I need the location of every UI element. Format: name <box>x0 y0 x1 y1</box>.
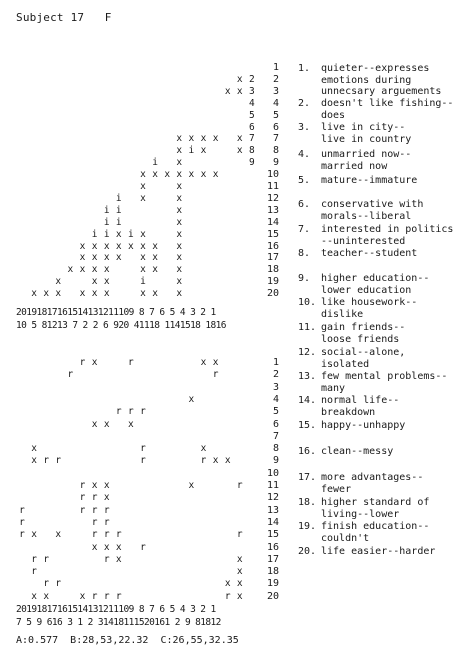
bottom_matrix-cell: r <box>79 357 86 368</box>
top_matrix-row-number: 6 <box>272 121 279 133</box>
top_matrix-cell: x <box>103 288 110 300</box>
bottom_matrix-cell: x <box>200 357 207 368</box>
top_matrix-cell: x <box>200 169 207 181</box>
top_matrix-cell: i <box>140 276 146 288</box>
legend-text: unmarried now-- married now <box>321 149 412 172</box>
top_matrix-cell: x <box>79 240 86 252</box>
bottom_matrix-cell: x <box>31 529 37 541</box>
bottom_matrix-cell: r <box>115 406 122 418</box>
bottom_matrix-cell: r <box>103 504 110 516</box>
top_matrix-row-number: 18 <box>266 264 279 276</box>
bottom_matrix-cell: x <box>31 455 37 467</box>
top_matrix-row-number: 3 <box>272 85 279 97</box>
top_matrix-cell: x <box>43 288 50 300</box>
bottom_matrix-row-number: 18 <box>266 566 279 578</box>
top_matrix-cell: x <box>164 169 171 181</box>
bottom_matrix-cell: r <box>19 516 25 528</box>
bottom_matrix-cell: r <box>43 578 50 590</box>
top_matrix-row-number: 8 <box>272 145 279 157</box>
bottom_matrix-cell: x <box>91 357 98 368</box>
bottom_matrix-cell: r <box>140 406 146 418</box>
top_matrix-row-number: 11 <box>266 181 279 192</box>
top_matrix-cell: x <box>224 85 231 97</box>
top_matrix-cell: x <box>115 240 122 252</box>
top_matrix-cell: x <box>176 252 183 264</box>
bottom_matrix-row-number: 10 <box>266 467 279 479</box>
top_matrix-cell: i <box>103 204 110 216</box>
bottom_matrix-cell: r <box>236 480 243 491</box>
bottom_matrix-cell: r <box>19 529 25 541</box>
legend-number: 17. <box>298 472 317 483</box>
bottom_matrix-cell: r <box>91 492 98 504</box>
top_matrix-cell: x <box>103 240 110 252</box>
top_matrix-cell: x <box>91 240 98 252</box>
top_matrix-cell: i <box>103 228 110 240</box>
top_matrix-row-number: 1 <box>272 62 279 73</box>
top_matrix-cell: x <box>91 264 98 276</box>
top_matrix-cell: 5 <box>249 109 255 121</box>
bottom_matrix-cell: r <box>115 529 122 541</box>
legend-number: 12. <box>298 347 317 358</box>
legend-text: higher standard of living--lower <box>321 497 430 520</box>
top_matrix-cell: x <box>176 240 183 252</box>
summary-statistics: A:0.577 B:28,53,22.32 C:26,55,32.35 <box>16 635 239 646</box>
bottom_matrix-row-number: 2 <box>272 369 279 381</box>
legend-number: 2. <box>298 98 311 109</box>
bottom_matrix-cell: x <box>91 480 98 491</box>
legend-text: gain friends-- loose friends <box>321 322 406 345</box>
bottom_matrix-cell: r <box>212 369 219 381</box>
top_matrix-row-number: 13 <box>266 204 279 216</box>
bottom_matrix-cell: r <box>115 590 122 602</box>
bottom_matrix-row-number: 7 <box>272 430 279 442</box>
top_matrix-cell: x <box>188 133 195 145</box>
legend-text: doesn't like fishing-- does <box>321 98 454 121</box>
top_matrix-row-number: 4 <box>272 97 279 109</box>
top_matrix-cell: 6 <box>249 121 255 133</box>
top_matrix-cell: x <box>140 228 146 240</box>
legend-text: clean--messy <box>321 446 394 457</box>
top_matrix-row-number: 5 <box>272 109 279 121</box>
bottom_matrix-cell: x <box>43 590 50 602</box>
bottom_matrix-cell: r <box>19 504 25 516</box>
bottom_matrix-cell: x <box>91 541 98 553</box>
top_matrix-cell: i <box>188 145 195 157</box>
top_matrix-cell: x <box>176 133 183 145</box>
top_matrix-cell: x <box>152 252 158 264</box>
top_matrix-cell: i <box>115 216 122 228</box>
legend-number: 6. <box>298 199 311 210</box>
top_matrix-cell: x <box>103 276 110 288</box>
top_matrix-cell: x <box>176 169 183 181</box>
top-column-header: 20191817161514131211109 8 7 6 5 4 3 2 1 <box>16 307 216 318</box>
bottom-column-order: 7 5 9 616 3 1 2 31418111520161 2 9 81812 <box>16 617 221 628</box>
legend-number: 15. <box>298 420 317 431</box>
legend-text: happy--unhappy <box>321 420 406 431</box>
bottom-column-header: 20191817161514131211109 8 7 6 5 4 3 2 1 <box>16 604 216 615</box>
legend-text: interested in politics --uninterested <box>321 224 454 247</box>
bottom_matrix-cell: x <box>236 578 243 590</box>
top_matrix-cell: x <box>176 181 183 192</box>
bottom_matrix-cell: r <box>103 553 110 565</box>
top_matrix-cell: x <box>176 145 183 157</box>
bottom_matrix-cell: r <box>91 516 98 528</box>
top_matrix-cell: x <box>103 252 110 264</box>
top_matrix-cell: x <box>115 252 122 264</box>
top_matrix-cell: x <box>79 252 86 264</box>
bottom_matrix-cell: x <box>224 578 231 590</box>
top_matrix-cell: 3 <box>249 85 255 97</box>
bottom_matrix-cell: x <box>224 455 231 467</box>
legend-text: social--alone, isolated <box>321 347 406 370</box>
top_matrix-row-number: 17 <box>266 252 279 264</box>
top_matrix-cell: x <box>55 288 62 300</box>
top_matrix-cell: x <box>152 240 158 252</box>
bottom_matrix-cell: r <box>103 529 110 541</box>
bottom_matrix-cell: x <box>200 443 207 455</box>
bottom_matrix-row-number: 19 <box>266 578 279 590</box>
top_matrix-row-number: 14 <box>266 216 279 228</box>
bottom_matrix-cell: r <box>43 455 50 467</box>
legend-number: 7. <box>298 224 311 235</box>
legend-text: few mental problems-- many <box>321 371 448 394</box>
bottom_matrix-cell: x <box>91 418 98 430</box>
top_matrix-cell: i <box>115 204 122 216</box>
bottom_matrix-cell: r <box>128 406 134 418</box>
top_matrix-cell: i <box>115 192 122 204</box>
bottom_matrix-cell: x <box>188 480 195 491</box>
top_matrix-cell: x <box>140 288 146 300</box>
bottom_matrix-cell: x <box>115 541 122 553</box>
legend-number: 3. <box>298 122 311 133</box>
top_matrix-cell: x <box>103 264 110 276</box>
legend-number: 20. <box>298 546 317 557</box>
top_matrix-cell: x <box>188 169 195 181</box>
bottom_matrix-cell: r <box>55 455 62 467</box>
top_matrix-cell: x <box>212 169 219 181</box>
top_matrix-cell: x <box>31 288 37 300</box>
bottom_matrix-row-number: 8 <box>272 443 279 455</box>
legend-number: 10. <box>298 297 317 308</box>
bottom_matrix-cell: r <box>79 504 86 516</box>
bottom_matrix-cell: r <box>67 369 74 381</box>
legend-text: live in city-- live in country <box>321 122 412 145</box>
top_matrix-cell: x <box>176 264 183 276</box>
bottom_matrix-row-number: 13 <box>266 504 279 516</box>
bottom_matrix-cell: r <box>224 590 231 602</box>
top_matrix-cell: x <box>91 288 98 300</box>
top_matrix-row-number: 10 <box>266 169 279 181</box>
top_matrix-cell: x <box>79 264 86 276</box>
bottom_matrix-row-number: 5 <box>272 406 279 418</box>
bottom_matrix-cell: x <box>128 418 134 430</box>
top_matrix-cell: x <box>140 252 146 264</box>
legend-text: quieter--expresses emotions during unnecsary arguements <box>321 63 442 97</box>
top_matrix-cell: x <box>140 240 146 252</box>
legend-text: mature--immature <box>321 175 418 186</box>
bottom_matrix-row-number: 17 <box>266 553 279 565</box>
legend-number: 1. <box>298 63 311 74</box>
bottom_matrix-cell: r <box>91 529 98 541</box>
top_matrix-cell: x <box>176 192 183 204</box>
top_matrix-cell: x <box>140 169 146 181</box>
top_matrix-cell: x <box>212 133 219 145</box>
top_matrix-cell: x <box>152 264 158 276</box>
top_matrix-cell: x <box>176 276 183 288</box>
bottom_matrix-cell: r <box>140 455 146 467</box>
bottom_matrix-cell: r <box>128 357 134 368</box>
bottom_matrix-cell: x <box>103 418 110 430</box>
top_matrix-cell: x <box>176 204 183 216</box>
legend-text: normal life-- breakdown <box>321 395 400 418</box>
bottom_matrix-cell: r <box>140 443 146 455</box>
legend-number: 9. <box>298 273 311 284</box>
top_matrix-cell: i <box>152 157 158 169</box>
top_matrix-cell: 2 <box>249 73 255 85</box>
bottom_matrix-cell: x <box>55 529 62 541</box>
bottom_matrix-cell: x <box>103 492 110 504</box>
top_matrix-cell: 7 <box>249 133 255 145</box>
bottom_matrix-row-number: 4 <box>272 393 279 405</box>
legend-number: 13. <box>298 371 317 382</box>
top_matrix-cell: x <box>115 228 122 240</box>
legend-number: 19. <box>298 521 317 532</box>
legend-number: 8. <box>298 248 311 259</box>
legend-number: 5. <box>298 175 311 186</box>
bottom_matrix-cell: x <box>31 590 37 602</box>
top_matrix-cell: i <box>91 228 98 240</box>
top_matrix-cell: 9 <box>249 157 255 169</box>
top_matrix-cell: x <box>176 228 183 240</box>
legend-text: like housework-- dislike <box>321 297 418 320</box>
bottom_matrix-row-number: 16 <box>266 541 279 553</box>
top_matrix-row-number: 19 <box>266 276 279 288</box>
bottom_matrix-row-number: 9 <box>272 455 279 467</box>
legend-number: 14. <box>298 395 317 406</box>
legend-text: higher education-- lower education <box>321 273 430 296</box>
top_matrix-cell: x <box>128 240 134 252</box>
bottom_matrix-cell: r <box>31 553 37 565</box>
bottom_matrix-cell: x <box>236 566 243 578</box>
bottom_matrix-cell: r <box>236 529 243 541</box>
bottom_matrix-cell: x <box>188 393 195 405</box>
bottom_matrix-cell: r <box>79 480 86 491</box>
bottom_matrix-row-number: 15 <box>266 529 279 541</box>
bottom_matrix-cell: x <box>115 553 122 565</box>
top_matrix-row-number: 9 <box>272 157 279 169</box>
legend-text: teacher--student <box>321 248 418 259</box>
bottom_matrix-cell: x <box>103 541 110 553</box>
bottom_matrix-cell: r <box>103 516 110 528</box>
bottom_matrix-cell: r <box>103 590 110 602</box>
top_matrix-cell: x <box>236 145 243 157</box>
subject-title: Subject 17 F <box>16 11 112 24</box>
top_matrix-cell: x <box>67 264 74 276</box>
top_matrix-cell: i <box>128 228 134 240</box>
bottom_matrix-cell: r <box>200 455 207 467</box>
bottom_matrix-row-number: 11 <box>266 480 279 491</box>
bottom_matrix-row-number: 14 <box>266 516 279 528</box>
top_matrix-cell: x <box>140 181 146 192</box>
top_matrix-cell: x <box>200 133 207 145</box>
bottom_matrix-cell: x <box>212 455 219 467</box>
bottom_matrix-cell: x <box>236 553 243 565</box>
top_matrix-cell: x <box>176 288 183 300</box>
top_matrix-row-number: 20 <box>266 288 279 300</box>
bottom_matrix-cell: x <box>31 443 37 455</box>
bottom_matrix-row-number: 3 <box>272 381 279 393</box>
top_matrix-cell: i <box>103 216 110 228</box>
legend-number: 4. <box>298 149 311 160</box>
top-column-order: 10 5 81213 7 2 2 6 920 41118 1141518 1816 <box>16 320 226 331</box>
top_matrix-cell: 8 <box>249 145 255 157</box>
top_matrix-cell: x <box>91 276 98 288</box>
top_matrix-cell: x <box>140 264 146 276</box>
bottom_matrix-cell: r <box>43 553 50 565</box>
top_matrix-row-number: 12 <box>266 192 279 204</box>
legend-number: 16. <box>298 446 317 457</box>
bottom_matrix-cell: r <box>31 566 37 578</box>
bottom_matrix-cell: r <box>91 504 98 516</box>
bottom_matrix-row-number: 20 <box>266 590 279 602</box>
bottom_matrix-cell: r <box>140 541 146 553</box>
bottom_matrix-cell: x <box>103 480 110 491</box>
top_matrix-cell: x <box>79 288 86 300</box>
legend-text: finish education-- couldn't <box>321 521 430 544</box>
legend-number: 11. <box>298 322 317 333</box>
bottom_matrix-cell: r <box>55 578 62 590</box>
bottom_matrix-cell: x <box>79 590 86 602</box>
legend-text: conservative with morals--liberal <box>321 199 424 222</box>
bottom_matrix-row-number: 6 <box>272 418 279 430</box>
bottom_matrix-cell: x <box>212 357 219 368</box>
bottom_matrix-row-number: 1 <box>272 357 279 368</box>
legend-number: 18. <box>298 497 317 508</box>
bottom_matrix-row-number: 12 <box>266 492 279 504</box>
top_matrix-cell: x <box>91 252 98 264</box>
top_matrix-cell: x <box>236 73 243 85</box>
bottom_matrix-cell: x <box>236 590 243 602</box>
top_matrix-cell: x <box>236 133 243 145</box>
bottom_matrix-cell: r <box>79 492 86 504</box>
legend-text: life easier--harder <box>321 546 436 557</box>
top_matrix-row-number: 16 <box>266 240 279 252</box>
legend-text: more advantages-- fewer <box>321 472 424 495</box>
top_matrix-cell: x <box>55 276 62 288</box>
top_matrix-row-number: 2 <box>272 73 279 85</box>
top_matrix-cell: 4 <box>249 97 255 109</box>
top_matrix-cell: x <box>176 157 183 169</box>
top_matrix-cell: x <box>140 192 146 204</box>
top_matrix-cell: x <box>176 216 183 228</box>
top_matrix-cell: x <box>236 85 243 97</box>
top_matrix-cell: x <box>200 145 207 157</box>
top_matrix-cell: x <box>152 169 158 181</box>
top_matrix-cell: x <box>152 288 158 300</box>
top_matrix-row-number: 15 <box>266 228 279 240</box>
bottom_matrix-cell: r <box>91 590 98 602</box>
top_matrix-row-number: 7 <box>272 133 279 145</box>
